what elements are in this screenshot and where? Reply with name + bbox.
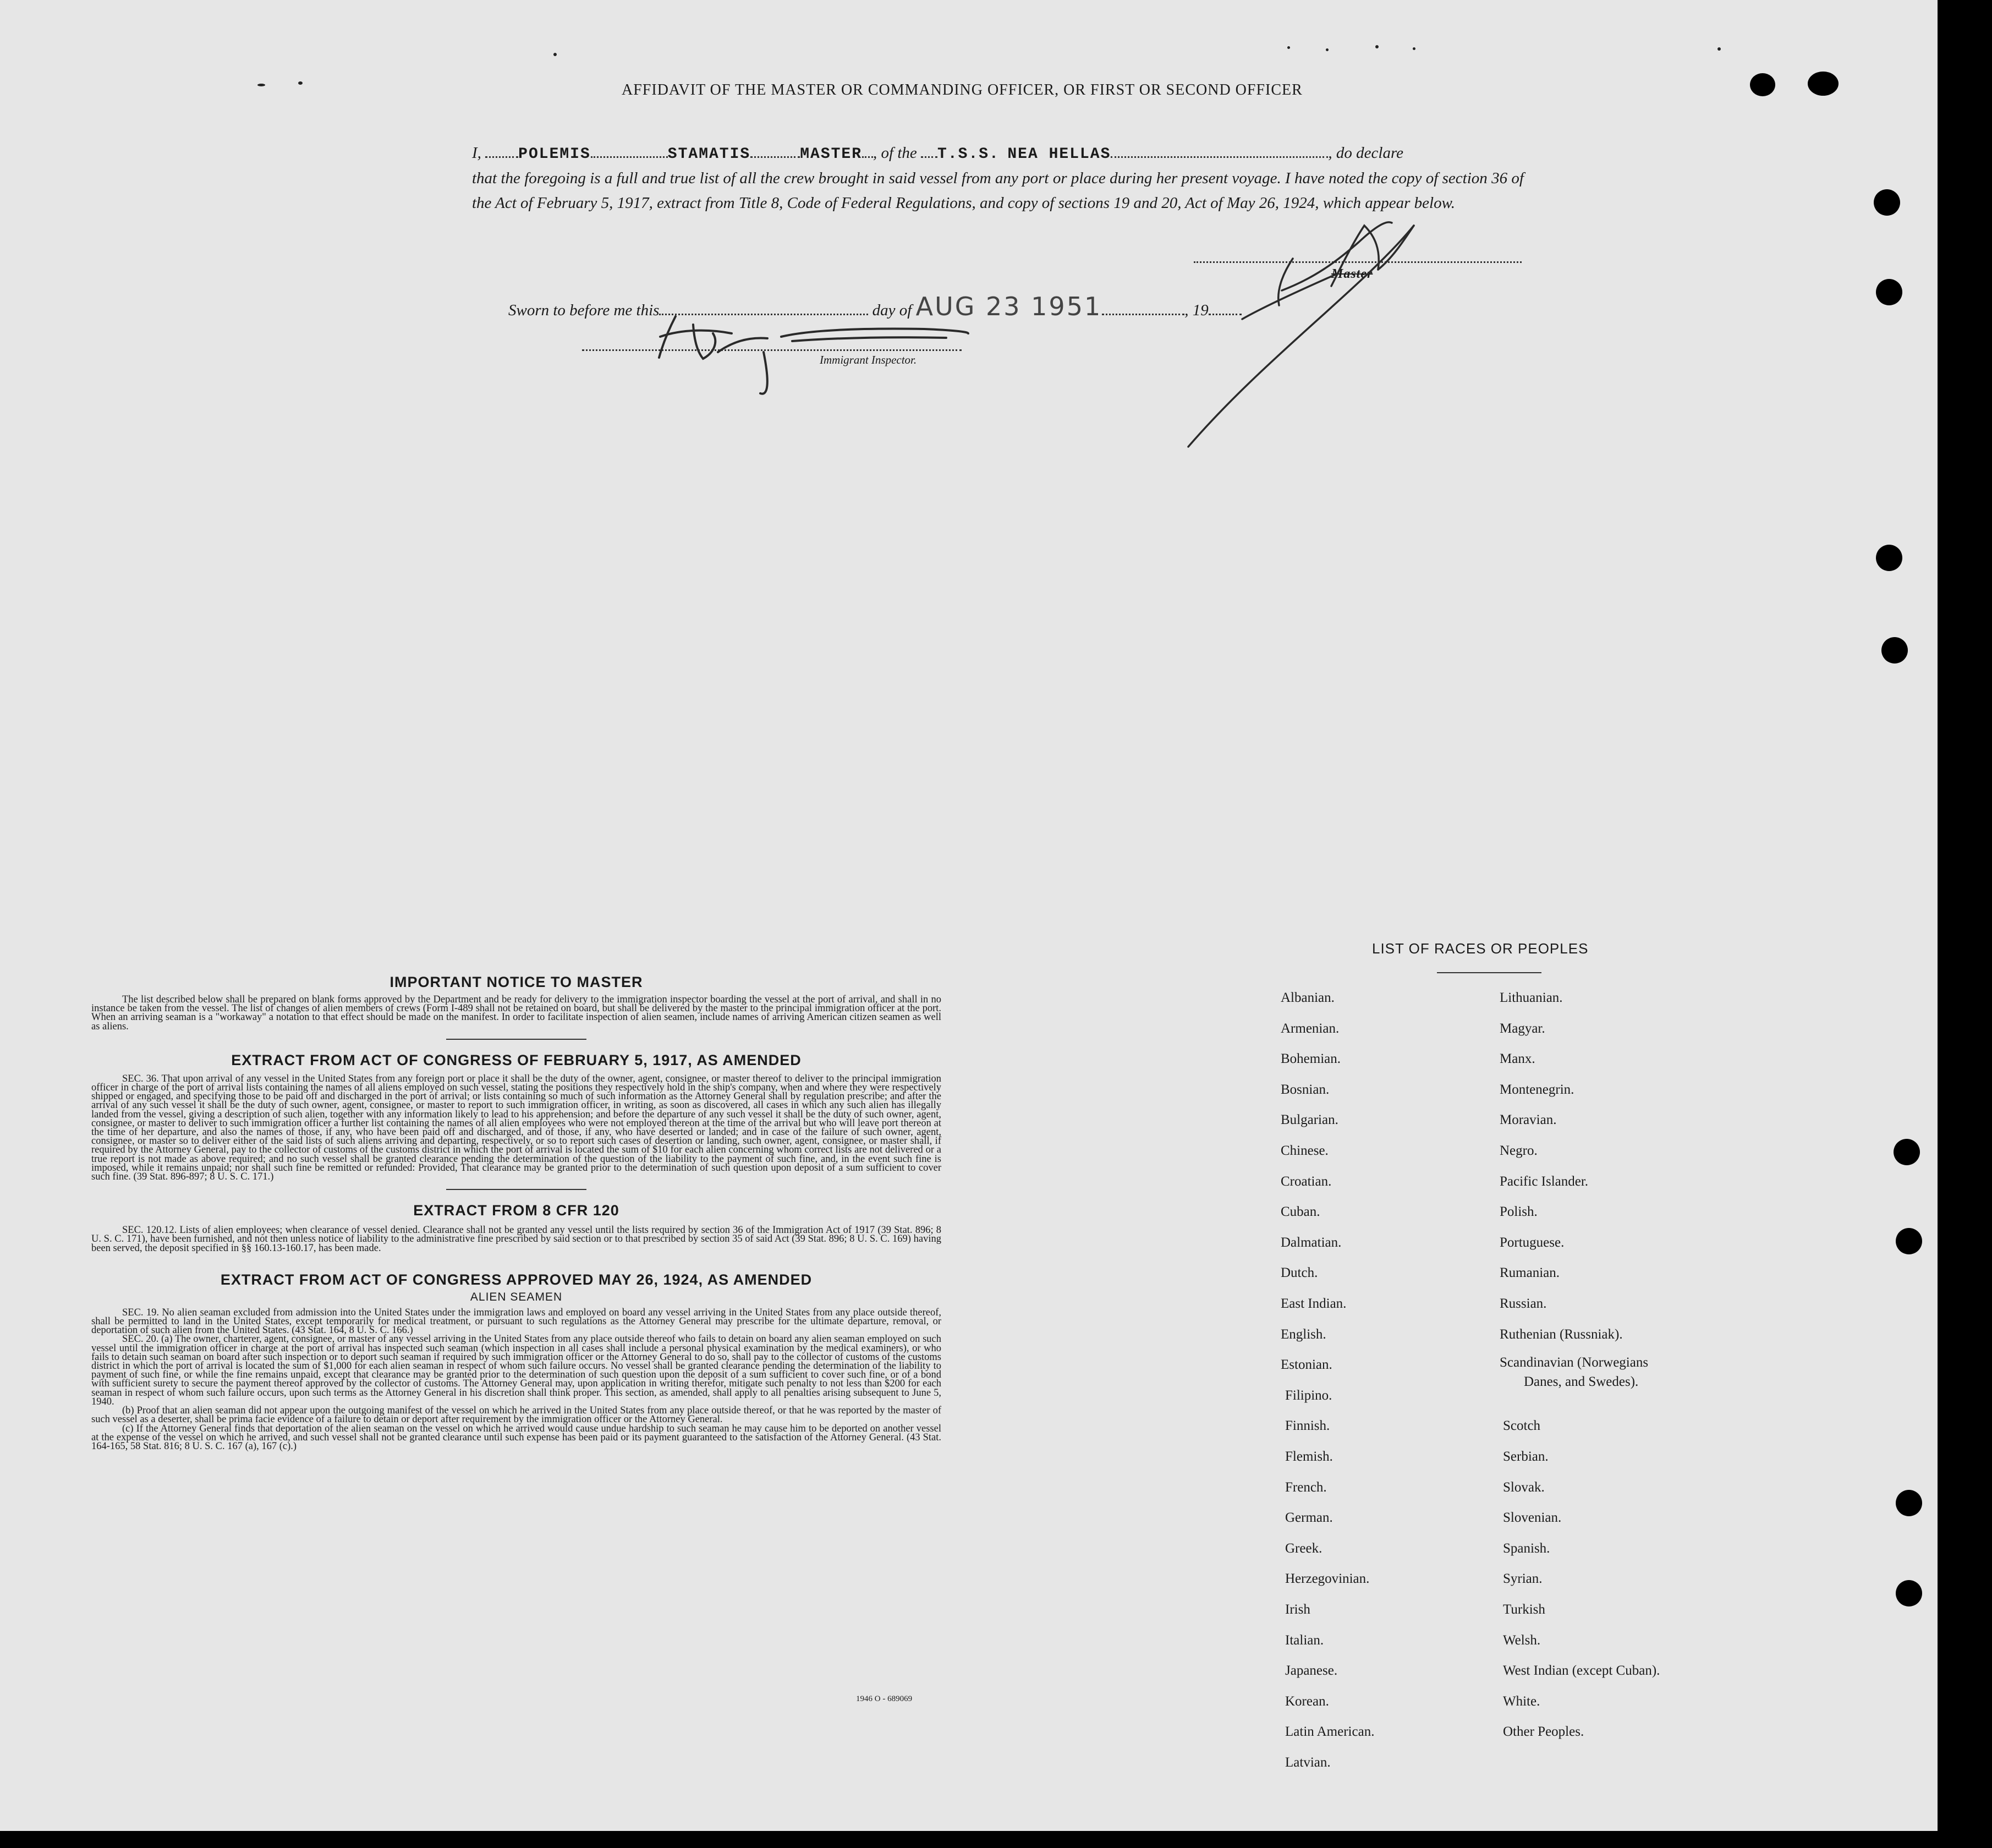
- race-item: French.: [1285, 1479, 1327, 1495]
- race-item: Negro.: [1500, 1143, 1538, 1158]
- master-signature: [1188, 222, 1414, 447]
- print-code: 1946 O - 689069: [856, 1695, 913, 1703]
- date-stamp: AUG 23 1951: [915, 292, 1102, 321]
- race-item: Greek.: [1285, 1540, 1322, 1556]
- master-first-name: STAMATIS: [667, 146, 751, 163]
- race-item: Japanese.: [1285, 1663, 1338, 1679]
- race-item: Ruthenian (Russniak).: [1500, 1326, 1623, 1342]
- do-declare-label: , do declare: [1328, 144, 1404, 162]
- race-item: Bulgarian.: [1281, 1112, 1338, 1128]
- race-item: Korean.: [1285, 1693, 1329, 1709]
- extract-cfr-text: SEC. 120.12. Lists of alien employees; when clearance of vessel denied. Clearance shall not be granted any vessel until the lists required by section 36 of the Immigration Act of 1917 (39 Stat. 896; 8 U. S. C. 171), have been furnished, and not then unless notice of liability to the administrative fine prescribed by said section or to that prescribed by section 35 of said Act (39 Stat. 896; 8 U. S. C. 169) having been served, the deposit specified in §§ 160.13-160.17, has been made.: [91, 1225, 941, 1254]
- master-signature-label: Master: [1331, 267, 1373, 281]
- race-item: Scandinavian (Norwegians: [1500, 1355, 1649, 1370]
- extract-1917-title: EXTRACT FROM ACT OF CONGRESS OF FEBRUARY 5, 1917, AS AMENDED: [231, 1051, 802, 1068]
- race-item: Turkish: [1503, 1602, 1545, 1617]
- race-item: Armenian.: [1281, 1021, 1340, 1036]
- day-of-label: day of: [872, 301, 912, 319]
- races-title-rule: [1437, 972, 1541, 973]
- race-item: Slovenian.: [1503, 1510, 1562, 1526]
- sworn-label: Sworn to before me this: [508, 301, 660, 319]
- race-item: Montenegrin.: [1500, 1082, 1574, 1097]
- notice-text: The list described below shall be prepared on blank forms approved by the Department and be ready for delivery to the immigration inspector boarding the vessel at the port of arrival, and shall in no instance be taken from the vessel. The list of changes of alien members of crews (Form I-489 shall not be retained on board, but shall be delivered by the master to the principal immigration officer at the port. When an arriving seaman is a "workaway" a notation to that effect should be made on the manifest. In order to facilitate inspection of alien seamen, include names of arriving American citizen seamen as well as aliens.: [91, 994, 941, 1032]
- race-item: Albanian.: [1281, 990, 1335, 1005]
- race-item: Russian.: [1500, 1296, 1547, 1311]
- race-item: German.: [1285, 1510, 1333, 1526]
- race-item: Bosnian.: [1281, 1082, 1330, 1097]
- extract-1924-title: EXTRACT FROM ACT OF CONGRESS APPROVED MAY 26, 1924, AS AMENDED: [220, 1271, 813, 1288]
- i-label: I,: [472, 144, 481, 162]
- vessel-prefix: T.S.S.: [937, 146, 1000, 163]
- race-item: Spanish.: [1503, 1540, 1550, 1556]
- race-item: Cuban.: [1281, 1204, 1320, 1220]
- race-item: Syrian.: [1503, 1571, 1543, 1587]
- legal-extracts: [91, 974, 941, 1451]
- affidavit-title: AFFIDAVIT OF THE MASTER OR COMMANDING OFFICER, OR FIRST OR SECOND OFFICER: [622, 81, 1303, 98]
- extract-1924-subtitle: ALIEN SEAMEN: [470, 1290, 563, 1303]
- divider: [446, 1039, 586, 1040]
- year-label: , 19: [1184, 301, 1209, 319]
- race-item: Dalmatian.: [1281, 1235, 1342, 1250]
- race-item: Manx.: [1500, 1051, 1535, 1067]
- extract-1924-sec19: SEC. 19. No alien seaman excluded from admission into the United States under the immigration laws and employed on board any vessel arriving in the United States from any place outside thereof, shall be permitted to land in the United States, except temporarily for medical treatment, or pursuant to such regulations as the Attorney General may prescribe for the ultimate departure, removal, or deportation of such alien from the United States. (43 Stat. 164, 8 U. S. C. 166.): [91, 1307, 941, 1336]
- extract-1924-sec20b: (b) Proof that an alien seaman did not appear upon the outgoing manifest of the vessel on which he arrived in the United States from any place outside thereof, or that he was reported by the master of such vessel as a deserter, shall be prima facie evidence of a failure to detain or deport after requirement by the immigration officer or the Attorney General.: [91, 1405, 941, 1425]
- race-item: Other Peoples.: [1503, 1724, 1584, 1740]
- race-item: Irish: [1285, 1602, 1310, 1617]
- master-last-name: POLEMIS: [518, 146, 591, 163]
- extract-cfr-title: EXTRACT FROM 8 CFR 120: [413, 1202, 619, 1219]
- race-item: English.: [1281, 1326, 1326, 1342]
- punch-hole: [1876, 545, 1902, 571]
- race-item: Finnish.: [1285, 1418, 1330, 1434]
- master-rank: MASTER: [800, 146, 863, 163]
- punch-hole: [1896, 1228, 1922, 1254]
- race-item: Croatian.: [1281, 1173, 1332, 1189]
- punch-hole: [1896, 1490, 1922, 1516]
- affidavit-body: that the foregoing is a full and true list of all the crew brought in said vessel from any port or place during her present voyage. I have noted the copy of section 36 of the Act of February 5, 1917, extract from Title 8, Code of Federal Regulations, and copy of sections 19 and 20, Act of May 26, 1924, which appear below.: [472, 169, 1524, 212]
- race-item: Danes, and Swedes).: [1524, 1374, 1639, 1389]
- race-item: Latin American.: [1285, 1724, 1375, 1740]
- race-item: West Indian (except Cuban).: [1503, 1663, 1660, 1679]
- vessel-name: NEA HELLAS: [1007, 146, 1111, 163]
- race-item: Rumanian.: [1500, 1265, 1560, 1281]
- race-item: Portuguese.: [1500, 1235, 1565, 1250]
- race-item: Pacific Islander.: [1500, 1173, 1589, 1189]
- race-item: Bohemian.: [1281, 1051, 1341, 1067]
- divider: [446, 1189, 586, 1190]
- race-item: Herzegovinian.: [1285, 1571, 1370, 1587]
- extract-1924-sec20c: (c) If the Attorney General finds that deportation of the alien seaman on the vessel on which he arrived would cause undue hardship to such seaman he may cause him to be deported on another vessel at the expense of the vessel on which he arrived, and such vessel shall not be granted clearance until such expense has been paid or its payment guaranteed to the satisfaction of the Attorney General. (43 Stat. 164-165, 58 Stat. 816; 8 U. S. C. 167 (a), 167 (c).): [91, 1423, 941, 1452]
- punch-hole: [1894, 1139, 1920, 1165]
- race-item: Lithuanian.: [1500, 990, 1563, 1005]
- race-item: Flemish.: [1285, 1449, 1333, 1464]
- extract-1917-text: SEC. 36. That upon arrival of any vessel in the United States from any foreign port or place it shall be the duty of the owner, agent, consignee, or master thereof to deliver to the principal immigration officer in charge of the port of arrival lists containing the names of all aliens employed on such vessel, stating the positions they respectively hold in the ship's company, when and where they were respectively shipped or engaged, and specifying those to be paid off and discharged in the port of arrival; or lists containing so much of such information as the Attorney General shall by regulation prescribe; and after the arrival of any such vessel it shall be the duty of such owner, agent, consignee, or master to report to such immigration officer, in writing, as soon as discovered, all cases in which any such alien has illegally landed from the vessel, giving a description of such alien, together with any information likely to lead to his apprehension; and before the departure of any such vessel it shall be the duty of such owner, agent, consignee, or master to deliver to such immigration officer a further list containing the names of all alien employees who were not employed thereon at the time of the arrival but who will leave port thereon at the time of her departure, and also the names of those, if any, who have been paid off and discharged, and of those, if any, who have deserted or landed; and in case of the failure of such owner, agent, consignee, or master so to deliver either of the said lists of such aliens arriving and departing, respectively, or so to report such cases of desertion or landing, such owner, agent, consignee, or master shall, if required by the Attorney General, pay to the collector of customs of the customs district in which the port of arrival is located the sum of $10 for each alien concerning whom correct lists are not delivered or a true report is not made as above required; and no such vessel shall be granted clearance pending the determination of the question of the liability to the payment of such fine, and, in the event such fine is imposed, while it remains unpaid; nor shall such fine be remitted or refunded: Provided, That clearance may be granted prior to the determination of such question upon deposit of a sum sufficient to cover such fine. (39 Stat. 896-897; 8 U. S. C. 171.): [91, 1073, 941, 1183]
- races-title: LIST OF RACES OR PEOPLES: [1372, 940, 1589, 957]
- handwritten-signatures: [0, 0, 1938, 495]
- race-item: Serbian.: [1503, 1449, 1549, 1464]
- race-item: Moravian.: [1500, 1112, 1557, 1128]
- inspector-label: Immigrant Inspector.: [820, 353, 917, 366]
- race-item: Estonian.: [1281, 1357, 1332, 1373]
- race-item: Magyar.: [1500, 1021, 1545, 1036]
- race-item: White.: [1503, 1693, 1540, 1709]
- race-item: Filipino.: [1285, 1388, 1332, 1403]
- race-item: Chinese.: [1281, 1143, 1329, 1158]
- inspector-signature: [659, 316, 968, 394]
- race-item: Welsh.: [1503, 1632, 1541, 1648]
- race-item: Dutch.: [1281, 1265, 1318, 1281]
- race-item: Scotch: [1503, 1418, 1541, 1434]
- punch-hole: [1881, 637, 1908, 663]
- extract-1924-sec20a: SEC. 20. (a) The owner, charterer, agent, consignee, or master of any vessel arriving in the United States from any place outside thereof who fails to detain on board any alien seaman employed on such vessel until the immigration officer in charge at the port of arrival has inspected such seaman (which inspection in all cases shall include a personal physical examination by the medical examiners), or who fails to detain such seaman on board after such inspection or to deport such seaman if required by such immigration officer or the Attorney General to do so, shall pay to the collector of customs of the customs district in which the port of arrival is located the sum of $1,000 for each alien seaman in respect of whom such failure occurs. No vessel shall be granted clearance pending the determination of the liability to payment of such fine, or while the fine remains unpaid, except that clearance may be granted prior to the determination of such question upon the deposit of a sum sufficient to cover such fine, or of a bond with sufficient surety to secure the payment thereof approved by the collector of customs. The Attorney General may, upon application in writing therefor, mitigate such penalty to not less than $200 for each seaman in respect of whom such failure occurs, upon such terms as the Attorney General in his discretion shall think proper. This section, as amended, shall apply to all penalties arising subsequent to June 5, 1940.: [91, 1334, 941, 1407]
- race-item: East Indian.: [1281, 1296, 1347, 1311]
- of-the-label: , of the: [873, 144, 917, 162]
- notice-title: IMPORTANT NOTICE TO MASTER: [389, 974, 643, 990]
- race-item: Polish.: [1500, 1204, 1538, 1220]
- race-item: Slovak.: [1503, 1479, 1545, 1495]
- race-item: Latvian.: [1285, 1755, 1331, 1770]
- punch-hole: [1896, 1580, 1922, 1606]
- race-item: Italian.: [1285, 1632, 1324, 1648]
